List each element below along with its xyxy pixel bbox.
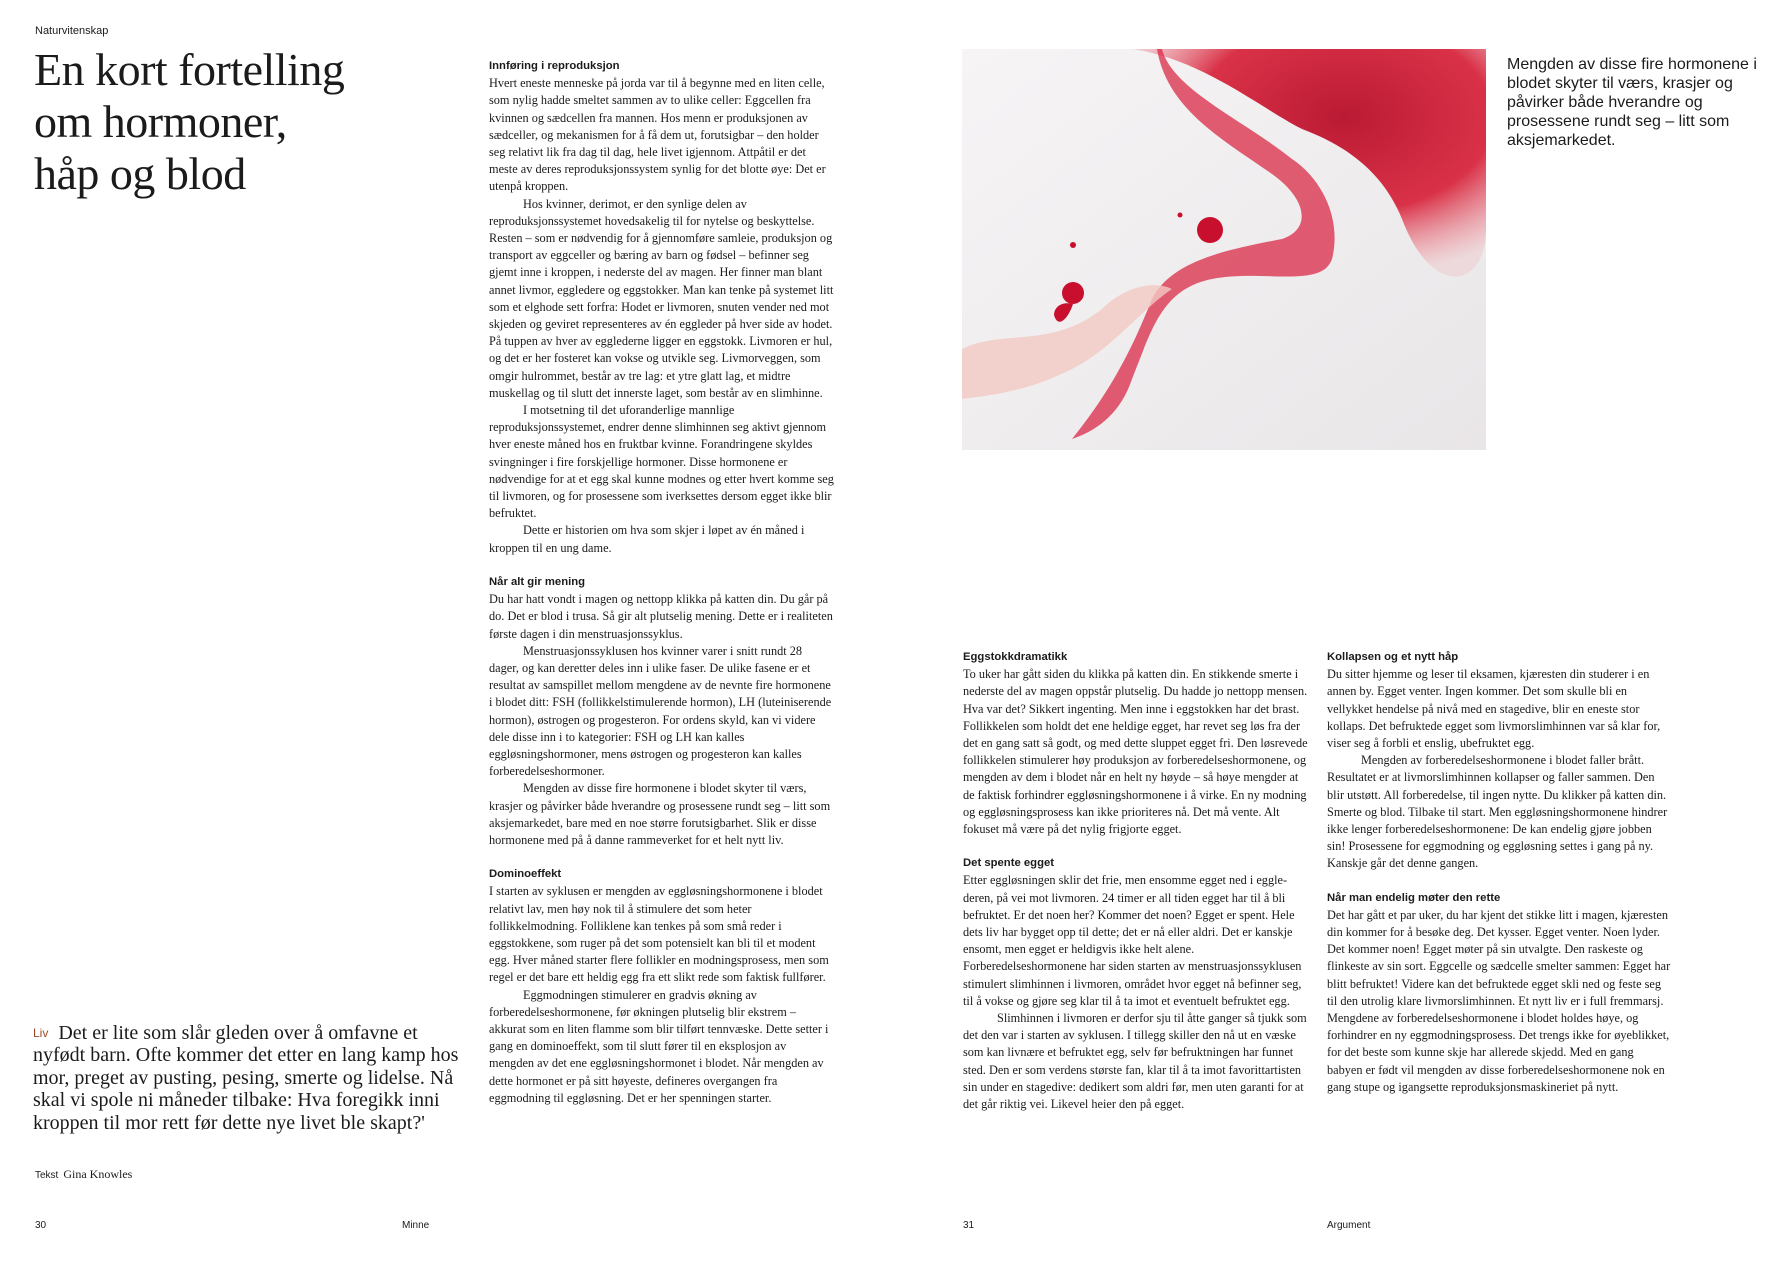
blood-drop-illustration [962,49,1486,450]
byline-author: Gina Knowles [63,1167,133,1181]
body-paragraph: Mengden av forberedelseshormonene i blodet faller brått. Resultatet er at livmorslimhinnen kollapser og faller sammen. Den blir utstøtt. All forberedelse, til ingen nytte. Du klikker på katten din. Smerte og blod. Tilbake til start. Men eggløsningshormonene hindrer ikke lenger forberedelseshormonene: De kan endelig gjøre jobben sin! Prosessene for eggmodning og eggløsning settes i gang på ny. Kanskje går det denne gangen. [1327,753,1668,871]
body-column-4 [1327,649,1672,1113]
section-block [1327,649,1672,873]
section-heading: Når alt gir mening [489,575,586,588]
section-heading: Eggstokkdramatikk [963,651,1068,663]
lead-paragraph [33,1022,465,1134]
body-column-1 [489,58,834,1124]
page-number-left: 30 [35,1220,47,1231]
section-block [489,574,834,849]
section-block [489,866,834,1107]
byline [35,1167,132,1182]
body-paragraph: Etter eggløsningen sklir det frie, men ensomme egget ned i egglederen, på vei mot livmoren. 24 timer er all tiden egget har til å bli befruktet. Er det noen her? Kommer det noen? Egget er spent. Hele dets liv har bygget opp til dette; det er nå eller aldri. Det er kanskje ensomt, men egget er heldigvis ikke helt alene. Forberedelseshormonene har siden starten av menstruasjonssyklusen stimulert slimhinnen i livmoren, området hvor egget nå befinner seg, til å vokse og gjøre seg klar til å ta imot et eventuelt befruktet egg. [963,873,1302,1008]
footer-section-right: Argument [1327,1220,1371,1231]
pull-quote: Mengden av disse fire hormonene i blodet skyter til værs, krasjer og påvirker både hverandre og prosessene rundt seg – litt som aksjemarkedet. [1507,56,1757,149]
page-number-right: 31 [963,1220,975,1231]
section-block [1327,890,1672,1096]
body-paragraph: I starten av syklusen er mengden av eggløsningshormonene i blodet relativt lav, men høy nok til å stimulere det som heter follikkelmodning. Folliklene kan tenkes på som små reder i eggstokkene, som ruger på det som potensielt kan bli til et modent egg. Hver måned starter flere follikler en modningsprosess, men som regel er det bare ett heldig egg fra ett slikt rede som faktisk fullfører. [489,884,829,985]
section-block [963,855,1308,1113]
title-line: En kort fortelling [34,44,345,95]
byline-label: Tekst [35,1170,59,1181]
article-title [34,44,454,200]
body-paragraph: To uker har gått siden du klikka på katten din. En stikkende smerte i nederste del av magen oppstår plutselig. Du hadde jo nettopp mensen. Hva var det? Sikkert ingenting. Men inne i eggstokken har det brast. Follikkelen som holdt det ene heldige egget, har revet seg løs fra der det en gang satt så godt, og med dette sluppet egget fri. Den løsrevede follikkelen stimulerer høy produksjon av forberedelseshormonene, og mengden av dem i blodet når en helt ny høyde – så høye mengder at de faktisk forhindrer eggløsningshormonene i å virke. En ny modning og eggløsningsprosess kan ikke prioriteres nå. Det må vente. Alt fokuset må være på det nylig frigjorte egget. [963,667,1308,837]
body-paragraph: Dette er historien om hva som skjer i løpet av én måned i kroppen til en ung dame. [489,523,805,555]
body-paragraph: Hos kvinner, derimot, er den synlige delen av reproduksjonssystemet hovedsakelig til for nytelse og beskyttelse. Resten – som er nødvendig for å gjennomføre samleie, produksjon og transport av eggceller og bæring av barn og fødsel – befinner seg gjemt inne i kroppen, i nederste del av magen. Her finner man blant annet livmor, eggledere og eggstokker. Man kan tenke på systemet litt som et elghode sett forfra: Hodet er livmoren, snuten vender ned mot skjeden og geviret representeres av én eggleder på hver side av hodet. På tuppen av hver av egglederne ligger en eggstokk. Livmoren er hul, og det er her fosteret kan vokse og utvikle seg. Livmorveggen, som omgir hulrommet, består av tre lag: et ytre glatt lag, et midtre muskellag og til slutt det innerste laget, som består av en slimhinne. [489,196,834,400]
body-column-3 [963,649,1308,1130]
section-heading: Det spente egget [963,857,1055,870]
body-paragraph: I motsetning til det uforanderlige mannlige reproduksjonssystemet, endrer denne slimhinnen seg aktivt gjennom hver eneste måned hos en fruktbar kvinne. Forandringene skyldes svingninger i fire forskjellige hormoner. Disse hormonene er nødvendige for at et egg skal kunne modnes og etter hvert komme seg til livmoren, og for prosessene som iverksettes dersom egget ikke blir befruktet. [489,403,834,521]
section-heading: Kollapsen og et nytt håp [1327,651,1459,663]
lead-tag: Liv [33,1026,49,1040]
lead-text: Det er lite som slår gleden over å omfavne et nyfødt barn. Ofte kommer det etter en lang kamp hos mor, preget av pusting, pesing, smerte og lidelse. Nå skal vi spole ni måneder tilbake: Hva foregikk inni kroppen til mor rett før dette nye livet ble skapt?' [33,1022,459,1134]
title-line: håp og blod [34,148,246,199]
footer-section-left: Minne [402,1220,430,1231]
section-block [963,649,1308,838]
title-line: om hormoner, [34,96,287,147]
section-heading: Innføring i reproduksjon [489,60,620,72]
body-paragraph: Eggmodningen stimulerer en gradvis økning av forberedelseshormonene, før økningen plutselig blir ekstrem – akkurat som en liten flamme som blir tilført tennvæske. Dette setter i gang en dominoeffekt, som til slutt fører til en eksplosjon av mengden av det ene eggløsningshormonet i blodet. Når mengden av dette hormonet er på sitt høyeste, defineres overgangen fra eggmodning til eggløsning. Det er her spenningen starter. [489,987,829,1105]
section-heading: Dominoeffekt [489,868,562,881]
section-block [489,58,834,557]
body-paragraph: Hvert eneste menneske på jorda var til å begynne med en liten celle, som nylig hadde smeltet sammen av to ulike celler: Eggcellen fra kvinnen og sædcellen fra mannen. Hos menn er produksjonen av sædceller, og mekanismen for å få dem ut, forutsigbar – den holder seg relativt lik fra dag til dag, hele livet igjennom. Attpåtil er det meste av deres reproduksjonssystem synlig for det blotte øye: Det er utenpå kroppen. [489,76,826,194]
body-paragraph: Du sitter hjemme og leser til eksamen, kjæresten din studerer i en annen by. Egget venter. Ingen kommer. Det som skulle bli en vellykket hendelse på nivå med en stagedive, blir en eneste stor kollaps. Det befruktede egget som livmorslimhinnen var så klar for, viser seg å forbli et enslig, ubefruktet egg. [1327,667,1661,751]
blood-drop-image [962,49,1486,450]
body-paragraph: Menstruasjonssyklusen hos kvinner varer i snitt rundt 28 dager, og kan deretter deles inn i ulike faser. De ulike fasene er et resultat av samspillet mellom mengdene av de nevnte fire hormonene i blodet ditt: FSH (follikkelstimulerende hormon), LH (luteiniserende hormon), østrogen og progesteron. For ordens skyld, kan vi videre dele disse inn i to kategorier: FSH og LH kan kalles eggløsningshormoner, mens østrogen og progesteron kan kalles forberedelseshormoner. [489,643,832,779]
body-paragraph: Du har hatt vondt i magen og nettopp klikka på katten din. Du går på do. Det er blod i trusa. Så gir alt plutselig mening. Dette er i realiteten første dagen i din menstruasjonssyklus. [489,592,833,641]
body-paragraph: Slimhinnen i livmoren er derfor sju til åtte ganger så tjukk som det den var i starten av syklusen. I tillegg skiller den nå ut en væske som kan livnære et befruktet egg, selv før befruktningen har funnet sted. Den er som verdens største fan, klar til å ta imot favorittartisten sin under en stagedive: dedikert som aldri før, men uten garanti for at det går riktig vei. Likevel heier den på egget. [963,1011,1307,1112]
section-heading: Når man endelig møter den rette [1327,891,1501,904]
section-label: Naturvitenskap [35,25,109,37]
body-paragraph: Mengden av disse fire hormonene i blodet skyter til værs, krasjer og påvirker både hverandre og prosessene rundt seg – litt som aksjemarkedet, bare med en noe større forutsigbarhet. Slik er disse hormonene med på å danne rammeverket for et helt nytt liv. [489,781,831,847]
body-paragraph: Det har gått et par uker, du har kjent det stikke litt i magen, kjæresten din kommer for å besøke deg. Det kysser. Egget venter. Noen lyder. Det kommer noen! Egget møter på sin utvalgte. Den raskeste og flinkeste av sin sort. Eggcelle og sædcelle smelter sammen: Egget har blitt befruktet! Videre kan det befruktede egget skli ned og feste seg til den utrolig klare livmorslimhinnen. Et nytt liv er i full fremmarsj. Mengdene av forberedelseshormonene i blodet holdes høye, og forhindrer en ny eggmodningsprosess. Det trengs ikke for øyeblikket, for det beste som kunne skje har allerede skjedd. Med en gang babyen er født vil mengden av disse forberedelseshormonene nok en gang stupe og igangsette reproduksjonsmaskineriet på nytt. [1327,907,1671,1094]
